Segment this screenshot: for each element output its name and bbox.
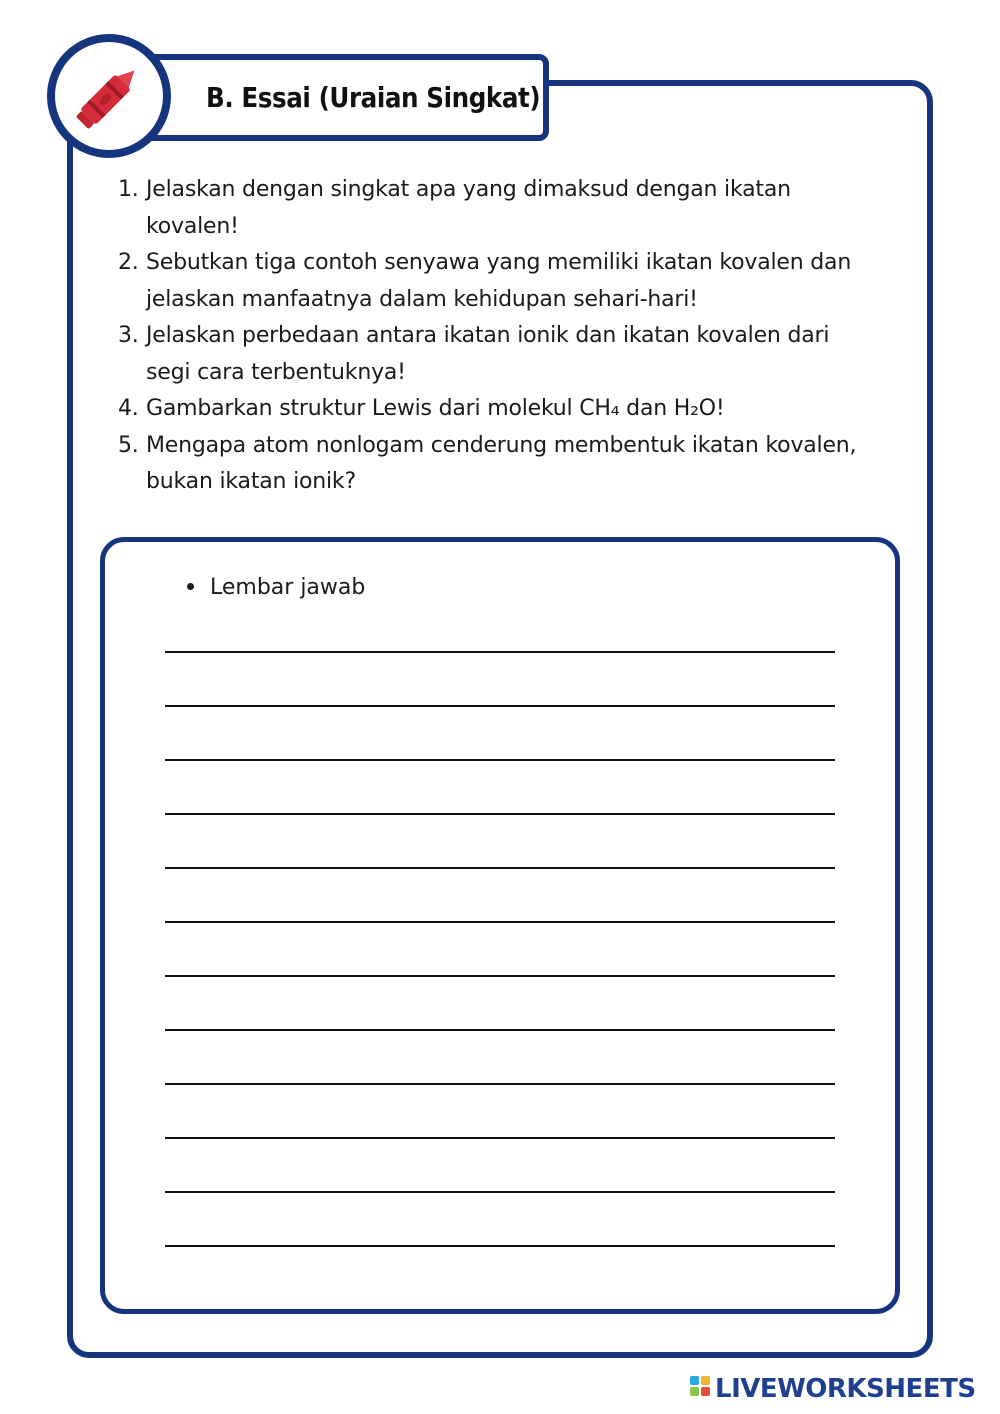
liveworksheets-logo: [690, 1374, 976, 1404]
section-header: [112, 54, 549, 141]
question-text: Jelaskan dengan singkat apa yang dimaksud dengan ikatan: [146, 177, 791, 202]
logo-text: LIVEWORKSHEETS: [715, 1374, 976, 1404]
question-text: Mengapa atom nonlogam cenderung membentuk ikatan kovalen,: [146, 432, 857, 458]
answer-sheet: [100, 537, 900, 1314]
question-text-cont: bukan ikatan ionik?: [146, 469, 356, 494]
answer-sheet-label-row: [187, 570, 365, 606]
question-item: 3. Jelaskan perbedaan antara ikatan ionik dan ikatan kovalen dari segi cara terbentuknya!: [118, 323, 830, 385]
section-title: B. Essai (Uraian Singkat): [206, 81, 541, 114]
answer-line[interactable]: [165, 759, 835, 761]
question-text-cont: kovalen!: [146, 213, 239, 239]
answer-line[interactable]: [165, 1245, 835, 1247]
question-text: Gambarkan struktur Lewis dari molekul CH₄ dan H₂O!: [146, 396, 725, 421]
logo-squares-icon: [690, 1376, 712, 1402]
question-item: 5. Mengapa atom nonlogam cenderung membentuk ikatan kovalen, bukan ikatan ionik?: [118, 432, 857, 494]
question-text: Sebutkan tiga contoh senyawa yang memiliki ikatan kovalen dan: [146, 250, 852, 275]
answer-line[interactable]: [165, 813, 835, 815]
bullet-icon: [187, 583, 194, 590]
answer-line[interactable]: [165, 651, 835, 653]
question-item: 4. Gambarkan struktur Lewis dari molekul CH₄ dan H₂O!: [118, 396, 725, 421]
crayon-icon: [55, 42, 163, 150]
question-text: Jelaskan perbedaan antara ikatan ionik dan ikatan kovalen dari: [146, 323, 830, 348]
question-text-cont: segi cara terbentuknya!: [146, 359, 406, 385]
question-text-cont: jelaskan manfaatnya dalam kehidupan sehari-hari!: [146, 286, 698, 312]
answer-line[interactable]: [165, 975, 835, 977]
question-item: 1. Jelaskan dengan singkat apa yang dimaksud dengan ikatan kovalen!: [118, 177, 791, 239]
answer-line[interactable]: [165, 705, 835, 707]
answer-line[interactable]: [165, 1191, 835, 1193]
answer-line[interactable]: [165, 1083, 835, 1085]
answer-line[interactable]: [165, 867, 835, 869]
crayon-badge: [47, 34, 171, 158]
question-list: [112, 172, 912, 501]
question-item: 2. Sebutkan tiga contoh senyawa yang memiliki ikatan kovalen dan jelaskan manfaatnya dalam kehidupan sehari-hari!: [118, 250, 852, 312]
answer-line[interactable]: [165, 921, 835, 923]
answer-line[interactable]: [165, 1029, 835, 1031]
answer-line[interactable]: [165, 1137, 835, 1139]
answer-sheet-label: Lembar jawab: [210, 575, 366, 600]
